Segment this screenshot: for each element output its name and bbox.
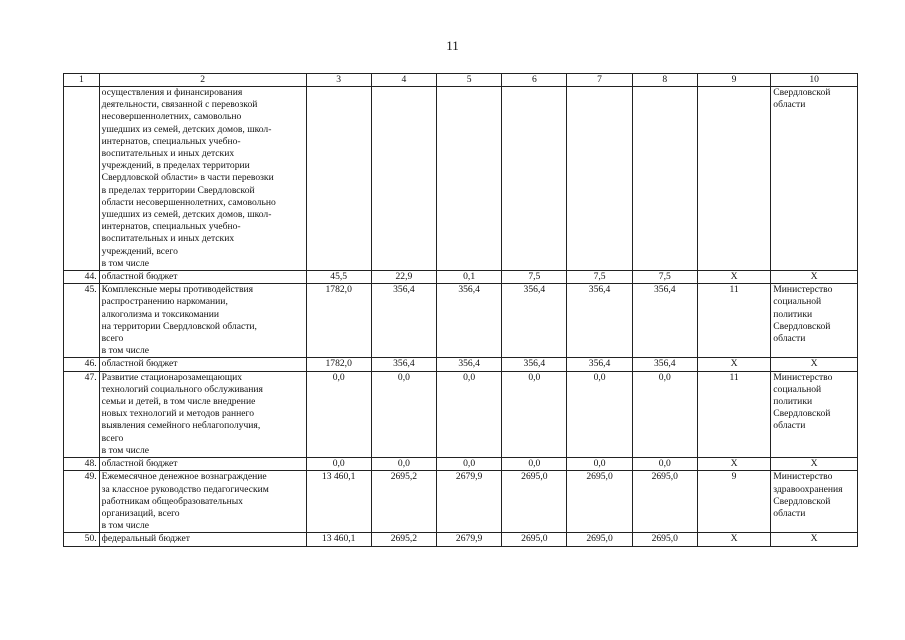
row-name-line: Свердловской области» в части перевозки — [101, 172, 274, 184]
responsible-line: области — [773, 420, 806, 432]
row-name-line: области несовершеннолетних, самовольно — [101, 196, 276, 208]
responsible-cell — [771, 284, 858, 358]
amount-cell: 0,0 — [567, 371, 632, 457]
row-name-line: интернатов, специальных учебно- — [101, 135, 241, 147]
amount-cell: 0,0 — [437, 458, 502, 471]
page-number: 11 — [446, 38, 459, 53]
amount-cell: 13 460,1 — [306, 471, 371, 533]
column-header: 3 — [306, 74, 371, 87]
amount-cell: 356,4 — [371, 358, 436, 371]
amount-cell: 356,4 — [567, 358, 632, 371]
column-header: 5 — [437, 74, 502, 87]
amount-cell — [306, 87, 371, 271]
column-header: 1 — [64, 74, 100, 87]
row-name-line: федеральный бюджет — [101, 533, 190, 545]
amount-cell: 0,0 — [371, 371, 436, 457]
amount-cell: 356,4 — [632, 284, 697, 358]
row-name — [99, 87, 306, 271]
row-name-line: технологий социального обслуживания — [101, 383, 263, 395]
amount-cell: 356,4 — [371, 284, 436, 358]
row-name-line: алкоголизма и токсикомании — [101, 308, 220, 320]
column-header: 9 — [697, 74, 770, 87]
amount-cell — [632, 87, 697, 271]
target-cell: X — [697, 358, 770, 371]
target-cell — [697, 87, 770, 271]
responsible-line: социальной — [773, 383, 822, 395]
amount-cell: 2695,0 — [567, 533, 632, 546]
amount-cell: 7,5 — [632, 271, 697, 284]
amount-cell: 1782,0 — [306, 284, 371, 358]
responsible-line: Свердловской — [773, 320, 831, 332]
responsible-line: области — [773, 507, 806, 519]
row-name-line: интернатов, специальных учебно- — [101, 221, 241, 233]
column-header: 7 — [567, 74, 632, 87]
table-row — [64, 284, 858, 358]
row-name-line: выявления семейного неблагополучия, — [101, 420, 261, 432]
row-name-line: учреждений, всего — [101, 245, 178, 257]
responsible-cell — [771, 371, 858, 457]
amount-cell: 2695,2 — [371, 533, 436, 546]
row-name-line: в том числе — [101, 345, 150, 357]
amount-cell: 13 460,1 — [306, 533, 371, 546]
column-header: 2 — [99, 74, 306, 87]
row-number — [64, 87, 100, 271]
column-header: 4 — [371, 74, 436, 87]
responsible-cell — [771, 471, 858, 533]
row-name — [99, 371, 306, 457]
row-name-line: всего — [101, 432, 124, 444]
row-number: 47. — [64, 371, 100, 457]
target-cell: 9 — [697, 471, 770, 533]
row-name-line: учреждений, в пределах территории — [101, 160, 250, 172]
responsible-line: Свердловской — [773, 495, 831, 507]
responsible-line: области — [773, 99, 806, 111]
amount-cell — [502, 87, 567, 271]
row-name-line: в том числе — [101, 257, 150, 269]
target-cell: X — [697, 271, 770, 284]
responsible-line: X — [810, 358, 818, 370]
amount-cell: 2695,0 — [567, 471, 632, 533]
table-row — [64, 458, 858, 471]
row-name-line: Ежемесячное денежное вознаграждение — [101, 471, 267, 483]
row-name-line: новых технологий и методов раннего — [101, 408, 255, 420]
amount-cell: 356,4 — [437, 358, 502, 371]
responsible-line: Министерство — [773, 284, 833, 296]
row-name-line: несовершеннолетних, самовольно — [101, 111, 242, 123]
row-name-line: семьи и детей, в том числе внедрение — [101, 396, 256, 408]
responsible-line: области — [773, 333, 806, 345]
target-cell: X — [697, 458, 770, 471]
table-body — [64, 74, 858, 547]
amount-cell: 2695,0 — [502, 533, 567, 546]
table-row — [64, 271, 858, 284]
row-name-line: организаций, всего — [101, 507, 180, 519]
amount-cell: 2679,9 — [437, 471, 502, 533]
responsible-line: Свердловской — [773, 87, 831, 98]
amount-cell — [567, 87, 632, 271]
responsible-line: политики — [773, 308, 813, 320]
row-name-line: в том числе — [101, 520, 150, 532]
row-name-line: за классное руководство педагогическим — [101, 483, 269, 495]
row-name-line: областной бюджет — [101, 271, 178, 283]
row-name-line: воспитательных и иных детских — [101, 233, 235, 245]
row-name-line: Развитие стационарозамещающих — [101, 371, 243, 383]
row-name-line: ушедших из семей, детских домов, школ- — [101, 209, 272, 221]
row-name-line: Комплексные меры противодействия — [101, 284, 254, 296]
responsible-cell — [771, 358, 858, 371]
header-row — [64, 74, 858, 87]
table-row — [64, 533, 858, 546]
responsible-line: X — [810, 533, 818, 545]
table-row — [64, 358, 858, 371]
column-header: 10 — [771, 74, 858, 87]
row-name — [99, 284, 306, 358]
row-name-line: осуществления и финансирования — [101, 87, 243, 98]
row-name-line: в пределах территории Свердловской — [101, 184, 255, 196]
program-table — [63, 73, 858, 547]
amount-cell — [371, 87, 436, 271]
row-name-line: на территории Свердловской области, — [101, 320, 257, 332]
amount-cell: 356,4 — [567, 284, 632, 358]
row-name-line: областной бюджет — [101, 458, 178, 470]
row-number: 48. — [64, 458, 100, 471]
amount-cell: 0,0 — [632, 371, 697, 457]
row-name — [99, 533, 306, 546]
amount-cell: 0,0 — [502, 458, 567, 471]
amount-cell: 2695,0 — [632, 471, 697, 533]
amount-cell: 0,0 — [632, 458, 697, 471]
responsible-line: X — [810, 458, 818, 470]
amount-cell: 0,0 — [502, 371, 567, 457]
amount-cell: 356,4 — [632, 358, 697, 371]
amount-cell: 0,0 — [306, 371, 371, 457]
column-header: 6 — [502, 74, 567, 87]
amount-cell: 356,4 — [502, 358, 567, 371]
row-number: 44. — [64, 271, 100, 284]
responsible-line: здравоохранения — [773, 483, 843, 495]
amount-cell: 356,4 — [502, 284, 567, 358]
amount-cell: 0,0 — [437, 371, 502, 457]
responsible-line: X — [810, 271, 818, 283]
responsible-cell — [771, 271, 858, 284]
amount-cell: 7,5 — [567, 271, 632, 284]
column-header: 8 — [632, 74, 697, 87]
row-name-line: в том числе — [101, 444, 150, 456]
row-number: 45. — [64, 284, 100, 358]
amount-cell — [437, 87, 502, 271]
row-name-line: всего — [101, 333, 124, 345]
row-name — [99, 471, 306, 533]
amount-cell: 0,0 — [306, 458, 371, 471]
row-name — [99, 358, 306, 371]
amount-cell: 0,1 — [437, 271, 502, 284]
responsible-line: Министерство — [773, 471, 833, 483]
table-row — [64, 471, 858, 533]
table-row — [64, 87, 858, 271]
row-name-line: распространению наркомании, — [101, 296, 228, 308]
table-row — [64, 371, 858, 457]
row-number: 46. — [64, 358, 100, 371]
responsible-line: Министерство — [773, 371, 833, 383]
responsible-line: Свердловской — [773, 408, 831, 420]
row-name-line: областной бюджет — [101, 358, 178, 370]
target-cell: 11 — [697, 284, 770, 358]
row-name-line: деятельности, связанной с перевозкой — [101, 99, 258, 111]
row-name — [99, 458, 306, 471]
responsible-cell — [771, 87, 858, 271]
responsible-line: социальной — [773, 296, 822, 308]
amount-cell: 2695,0 — [502, 471, 567, 533]
responsible-cell — [771, 458, 858, 471]
amount-cell: 22,9 — [371, 271, 436, 284]
row-name-line: работникам общеобразовательных — [101, 495, 243, 507]
row-name — [99, 271, 306, 284]
amount-cell: 2695,0 — [632, 533, 697, 546]
amount-cell: 2695,2 — [371, 471, 436, 533]
amount-cell: 7,5 — [502, 271, 567, 284]
row-number: 49. — [64, 471, 100, 533]
amount-cell: 1782,0 — [306, 358, 371, 371]
amount-cell: 0,0 — [567, 458, 632, 471]
responsible-line: политики — [773, 396, 813, 408]
amount-cell: 356,4 — [437, 284, 502, 358]
row-number: 50. — [64, 533, 100, 546]
amount-cell: 45,5 — [306, 271, 371, 284]
target-cell: 11 — [697, 371, 770, 457]
row-name-line: ушедших из семей, детских домов, школ- — [101, 123, 272, 135]
row-name-line: воспитательных и иных детских — [101, 148, 235, 160]
amount-cell: 0,0 — [371, 458, 436, 471]
responsible-cell — [771, 533, 858, 546]
amount-cell: 2679,9 — [437, 533, 502, 546]
target-cell: X — [697, 533, 770, 546]
